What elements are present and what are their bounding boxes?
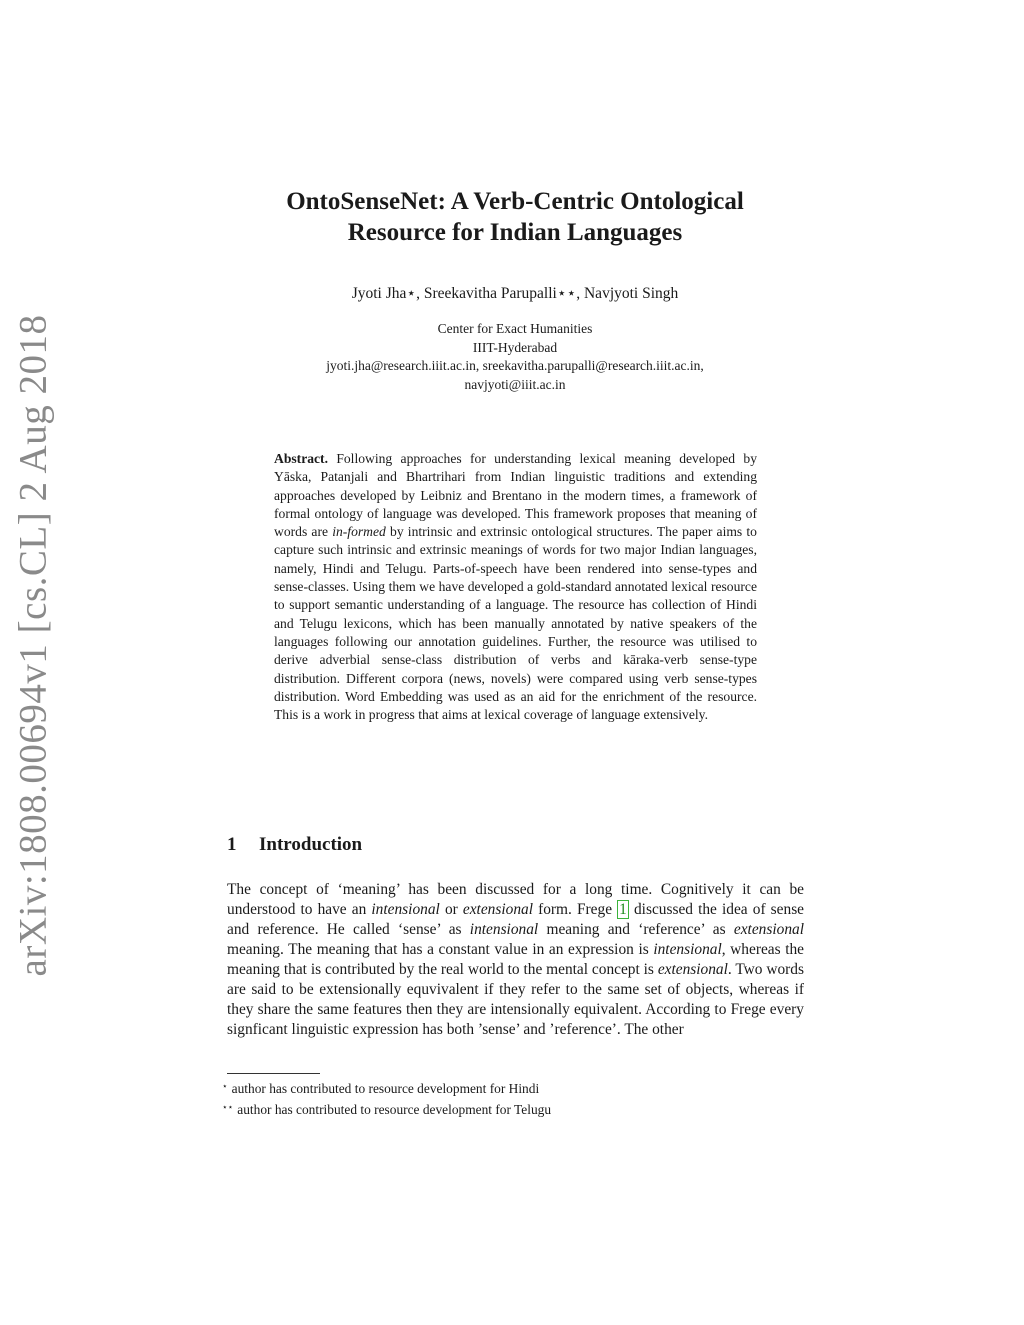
intro-italic: intensional (371, 901, 440, 918)
arxiv-identifier (11, 314, 55, 976)
abstract-text-2: by intrinsic and extrinsic ontological structures. The paper aims to capture such intrinsic and extrinsic meanings of words for two major Indian languages, namely, Hindi and Telugu. Parts-of-speech have been rendered into sense-types and sense-classes. Using them we have developed a gold-standard annotated lexical resource to support semantic understanding of a language. The resource has collection of Hindi and Telugu lexicons, which has been manually annotated by native speakers of the languages following our annotation guidelines. Further, the resource was utilised to derive adverbial sense-class distribution of verbs and kāraka-verb sense-type distribution. Different corpora (news, novels) were compared using verb sense-types distribution. Word Embedding was used as an aid for the enrichment of the resource. This is a work in progress that aims at lexical coverage of language extensively. (274, 524, 757, 723)
intro-italic: intensional (469, 921, 539, 938)
author-emails-continued: navjyoti@iiit.ac.in (464, 376, 566, 392)
section-title: Introduction (259, 834, 363, 855)
intro-text: meaning and ‘reference’ as (546, 921, 726, 938)
intro-text: or (444, 901, 458, 918)
intro-italic: intensional (653, 941, 722, 958)
abstract-text-1: Following approaches for understanding lexical meaning developed by Yāska, Patanjali and Bhartrihari from Indian linguistic traditions and extending approaches developed by Leibniz and Brentano in the modern times, a framework of formal ontology of language was developed. This framework proposes that meaning of words are (274, 451, 757, 540)
section-heading (227, 834, 362, 856)
intro-text: . Two words are said to be extensionally equvivalent if they refer to the same set of objects, whereas if they share the same features then they are intensionally equivalent. According to Frege every signficant linguistic expression has both ’sense’ and ’reference’. The other (227, 961, 804, 1038)
intro-text: , whereas the meaning that is contributed by the real world to the mental concept is (227, 941, 804, 978)
title-line-1: OntoSenseNet: A Verb-Centric Ontological (286, 188, 744, 215)
intro-text: The concept of ‘meaning’ has been discussed for a long time. Cognitively it can be understood to have an (227, 881, 804, 918)
footnote-2-mark: ⋆⋆ (222, 1102, 234, 1112)
abstract (274, 450, 757, 724)
paper-title (200, 186, 830, 248)
title-line-2: Resource for Indian Languages (347, 219, 683, 246)
intro-text: discussed the idea of sense and reference. He called ‘sense’ as (227, 901, 805, 938)
affiliation-center: Center for Exact Humanities (437, 321, 593, 336)
footnotes (222, 1077, 822, 1119)
intro-italic: extensional (462, 901, 533, 918)
footnote-2-text: author has contributed to resource development for Telugu (237, 1102, 552, 1117)
author-emails: jyoti.jha@research.iiit.ac.in, sreekavitha.parupalli@research.iiit.ac.in, (326, 358, 704, 373)
intro-paragraph (227, 880, 804, 1040)
affiliation-institute: IIIT-Hyderabad (472, 339, 558, 355)
intro-italic: extensional (657, 961, 728, 978)
footnote-rule (227, 1073, 320, 1074)
footnote-1-text: author has contributed to resource development for Hindi (231, 1081, 540, 1096)
footnote-1 (222, 1077, 822, 1098)
intro-text: meaning. The meaning that has a constant value in an expression is (227, 941, 649, 958)
intro-text: form. Frege (538, 901, 613, 918)
author-list: Jyoti Jha⋆, Sreekavitha Parupalli⋆⋆, Navjyoti Singh (351, 285, 679, 302)
citation-link[interactable]: 1 (619, 901, 627, 918)
intro-italic: extensional (733, 921, 804, 938)
footnote-2 (222, 1098, 822, 1119)
footnote-1-mark: ⋆ (222, 1081, 228, 1091)
affiliation-block (200, 320, 830, 394)
arxiv-identifier-text: arXiv:1808.00694v1 [cs.CL] 2 Aug 2018 (11, 314, 55, 976)
abstract-italic-term: in-formed (332, 524, 386, 540)
abstract-label: Abstract. (274, 451, 328, 466)
section-number: 1 (227, 834, 237, 855)
